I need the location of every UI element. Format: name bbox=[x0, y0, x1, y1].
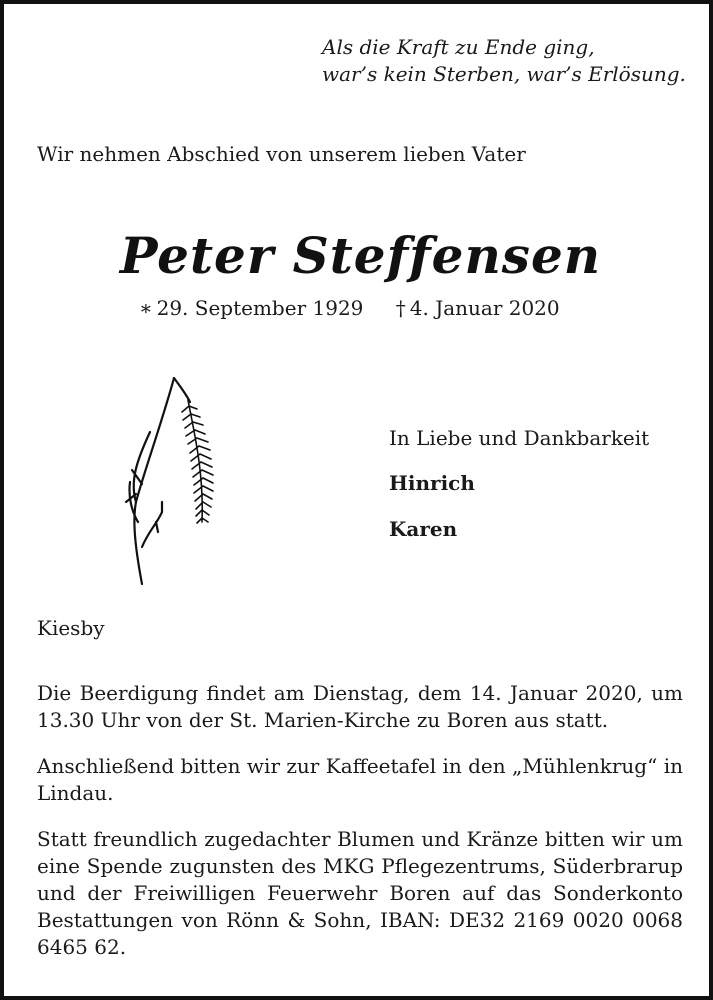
wheat-ear-icon bbox=[122, 372, 230, 590]
mourner-name: Hinrich bbox=[389, 471, 475, 495]
motto-line-2: war’s kein Sterben, war’s Erlösung. bbox=[322, 62, 686, 86]
birth-block bbox=[139, 296, 363, 320]
place-name: Kiesby bbox=[37, 616, 105, 640]
death-cross-icon: † bbox=[395, 296, 406, 320]
thanks-heading: In Liebe und Dankbarkeit bbox=[389, 426, 650, 450]
mourner-name: Karen bbox=[389, 517, 458, 541]
deceased-name: Peter Steffensen bbox=[119, 226, 602, 285]
motto-line-1: Als die Kraft zu Ende ging, bbox=[322, 35, 595, 59]
death-date: 4. Januar 2020 bbox=[409, 296, 560, 320]
death-block bbox=[396, 296, 560, 320]
life-dates bbox=[139, 296, 560, 320]
birth-star-icon: ∗ bbox=[139, 296, 153, 320]
reception-info: Anschließend bitten wir zur Kaffeetafel in den „Mühlenkrug“ in Lindau. bbox=[37, 754, 683, 805]
birth-date: 29. September 1929 bbox=[156, 296, 364, 320]
funeral-info: Die Beerdigung findet am Dienstag, dem 14. Januar 2020, um 13.30 Uhr von der St. Marien-Kirche zu Boren aus statt. bbox=[37, 681, 683, 732]
motto-verse bbox=[322, 34, 686, 88]
intro-text: Wir nehmen Abschied von unserem lieben Vater bbox=[37, 142, 526, 166]
donation-info: Statt freundlich zugedachter Blumen und Kränze bitten wir um eine Spende zugunsten des MKG Pflegezentrums, Süderbrarup und der Freiwilligen Feuerwehr Boren auf das Sonderkonto Bestattungen von Rönn & Sohn, IBAN: DE32 2169 0020 0068 6465 62. bbox=[37, 827, 683, 959]
